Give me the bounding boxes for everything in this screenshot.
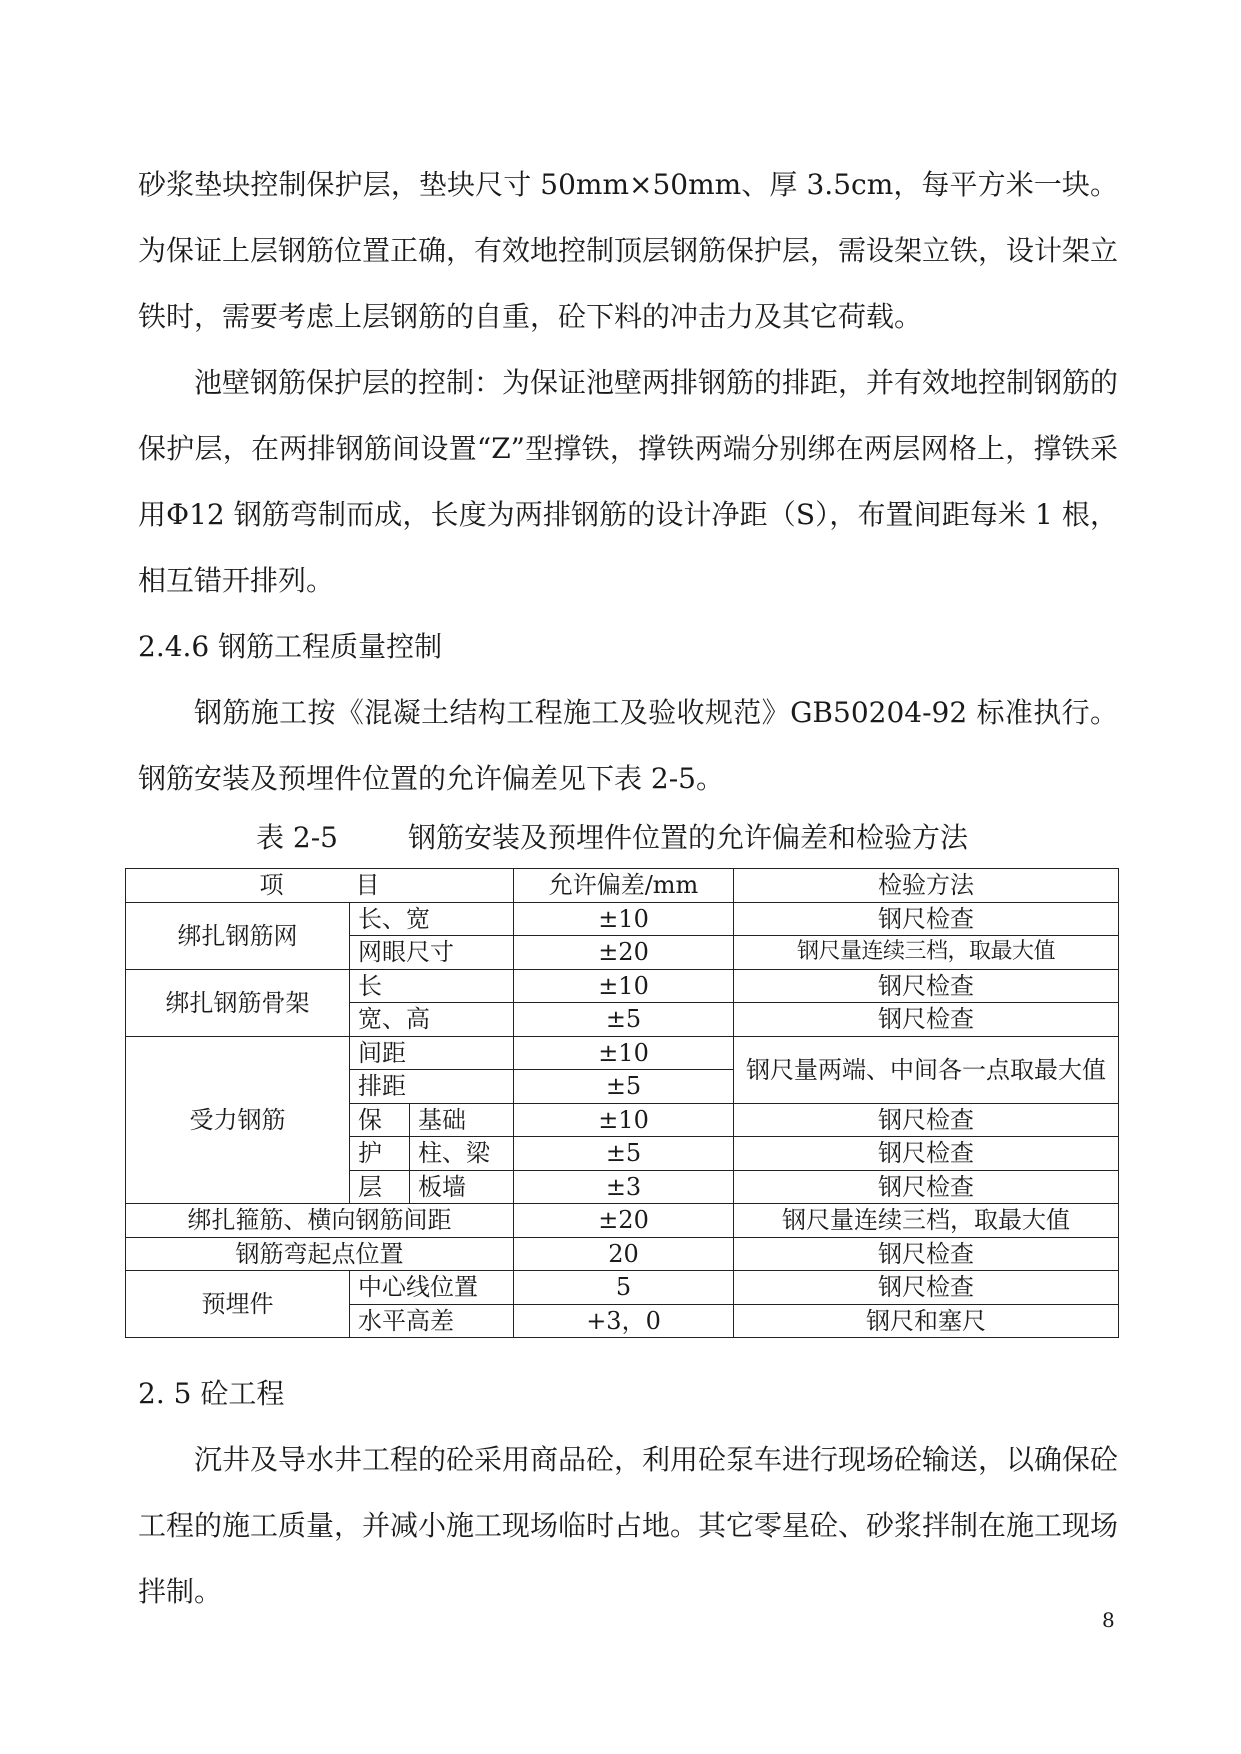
cell-item: 宽、高 <box>350 1003 514 1037</box>
cell-method: 钢尺检查 <box>734 1237 1119 1271</box>
table-row <box>126 1204 1119 1238</box>
cell-tolerance: ±20 <box>514 1204 734 1238</box>
text-block-top <box>138 152 1118 812</box>
cell-tolerance: ±20 <box>514 936 734 970</box>
cover-char: 护 <box>350 1137 410 1171</box>
cell-item: 绑扎箍筋、横向钢筋间距 <box>126 1204 514 1238</box>
cell-tolerance: ±5 <box>514 1003 734 1037</box>
cell-method: 钢尺检查 <box>734 902 1119 936</box>
cell-tolerance: ±10 <box>514 1036 734 1070</box>
cell-item: 水平高差 <box>350 1304 514 1338</box>
cover-char: 保 <box>350 1103 410 1137</box>
cell-tolerance: +3，0 <box>514 1304 734 1338</box>
cell-item: 网眼尺寸 <box>350 936 514 970</box>
table-caption-title: 钢筋安装及预埋件位置的允许偏差和检验方法 <box>408 821 969 854</box>
cover-char: 层 <box>350 1170 410 1204</box>
page-number: 8 <box>1102 1608 1115 1632</box>
cell-item: 间距 <box>350 1036 514 1070</box>
cell-method: 钢尺检查 <box>734 1003 1119 1037</box>
cell-method: 钢尺检查 <box>734 1271 1119 1305</box>
table-caption-number: 表 2-5 <box>256 821 338 854</box>
table-row <box>126 969 1119 1003</box>
cell-tolerance: ±5 <box>514 1070 734 1104</box>
cell-method: 钢尺检查 <box>734 1137 1119 1171</box>
cell-tolerance: ±10 <box>514 1103 734 1137</box>
text-block-bottom <box>138 1361 1118 1625</box>
group-embedded: 预埋件 <box>126 1271 350 1338</box>
cell-method: 钢尺和塞尺 <box>734 1304 1119 1338</box>
cell-item: 板墙 <box>410 1170 514 1204</box>
cell-item: 排距 <box>350 1070 514 1104</box>
cell-item: 长、宽 <box>350 902 514 936</box>
paragraph-quality-control: 钢筋施工按《混凝土结构工程施工及验收规范》GB50204-92 标准执行。钢筋安装及预埋件位置的允许偏差见下表 2-5。 <box>138 696 1118 795</box>
table-row <box>126 1271 1119 1305</box>
cell-method: 钢尺检查 <box>734 969 1119 1003</box>
cell-tolerance: ±10 <box>514 969 734 1003</box>
section-heading-25: 2. 5 砼工程 <box>138 1377 285 1410</box>
table-row <box>126 1036 1119 1070</box>
group-stressed: 受力钢筋 <box>126 1036 350 1204</box>
header-method: 检验方法 <box>734 869 1119 903</box>
group-mesh: 绑扎钢筋网 <box>126 902 350 969</box>
cell-method: 钢尺量连续三档，取最大值 <box>734 936 1119 970</box>
table-header-row <box>126 869 1119 903</box>
cell-method: 钢尺检查 <box>734 1170 1119 1204</box>
cell-method: 钢尺检查 <box>734 1103 1119 1137</box>
paragraph-concrete: 沉井及导水井工程的砼采用商品砼，利用砼泵车进行现场砼输送，以确保砼工程的施工质量，并减小施工现场临时占地。其它零星砼、砂浆拌制在施工现场拌制。 <box>138 1443 1119 1608</box>
header-tolerance: 允许偏差/mm <box>514 869 734 903</box>
cell-tolerance: 20 <box>514 1237 734 1271</box>
cell-item: 钢筋弯起点位置 <box>126 1237 514 1271</box>
cell-tolerance: ±5 <box>514 1137 734 1171</box>
cell-item: 长 <box>350 969 514 1003</box>
group-skeleton: 绑扎钢筋骨架 <box>126 969 350 1036</box>
table-row <box>126 902 1119 936</box>
table-row <box>126 1237 1119 1271</box>
cell-item: 基础 <box>410 1103 514 1137</box>
cell-item: 柱、梁 <box>410 1137 514 1171</box>
paragraph-wall-cover: 池壁钢筋保护层的控制：为保证池壁两排钢筋的排距，并有效地控制钢筋的保护层，在两排钢筋间设置“Z”型撑铁，撑铁两端分别绑在两层网格上，撑铁采用Φ12 钢筋弯制而成，长度为两排钢筋的设计净距（S），布置间距每米 1 根，相互错开排列。 <box>138 366 1119 597</box>
cell-item: 中心线位置 <box>350 1271 514 1305</box>
header-item: 项 目 <box>126 869 514 903</box>
table-caption <box>256 818 968 858</box>
cell-tolerance: 5 <box>514 1271 734 1305</box>
section-heading-246: 2.4.6 钢筋工程质量控制 <box>138 630 443 663</box>
cell-method: 钢尺量连续三档，取最大值 <box>734 1204 1119 1238</box>
paragraph-cover-blocks: 砂浆垫块控制保护层，垫块尺寸 50mm×50mm、厚 3.5cm，每平方米一块。为保证上层钢筋位置正确，有效地控制顶层钢筋保护层，需设架立铁，设计架立铁时，需要考虑上层钢筋的自重，砼下料的冲击力及其它荷载。 <box>138 168 1119 333</box>
tolerance-table <box>125 868 1119 1338</box>
cell-tolerance: ±3 <box>514 1170 734 1204</box>
cell-method: 钢尺量两端、中间各一点取最大值 <box>734 1036 1119 1103</box>
cell-tolerance: ±10 <box>514 902 734 936</box>
